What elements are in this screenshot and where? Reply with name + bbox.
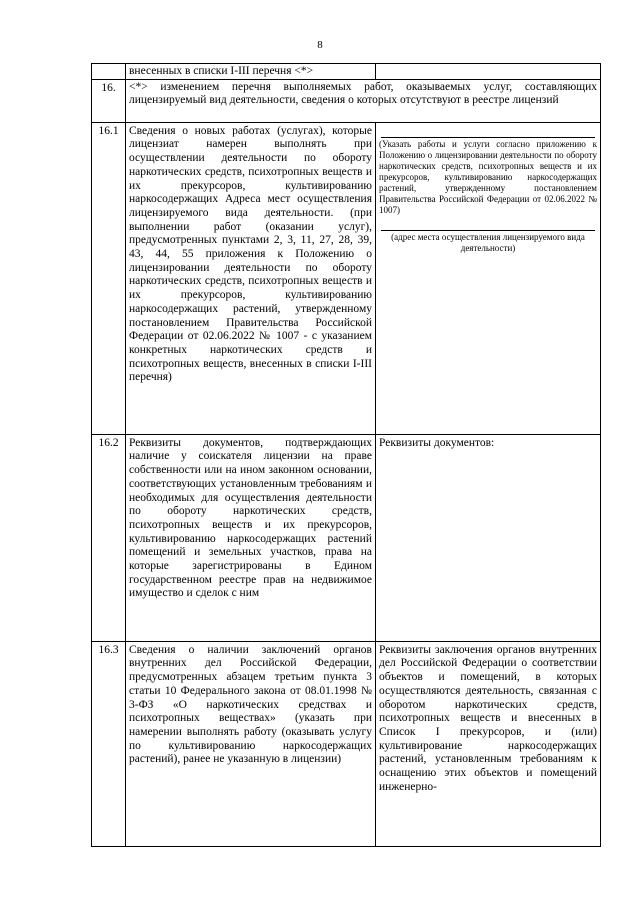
row-16-1-left-text: Сведения о новых работах (услугах), которые лицензиат намерен выполнять при осуществлении деятельности по обороту наркотических средств, психотропных веществ и их прекурсоров, культивированию наркосодержащих Адреса мест осуществления лицензируемого вида деятельности. (при выполнении работ (оказании услуг), предусмотренных пунктами 2, 3, 11, 27, 28, 39, 43, 44, 55 приложения к Положению о лицензировании деятельности по обороту наркотических средств, психотропных веществ и их прекурсоров, культивированию наркосодержащих растений, утвержденному постановлением Правительства Российской Федерации от 02.06.2022 № 1007 - с указанием конкретных наркотических средств и психотропных веществ, внесенных в списки I-III перечня) xyxy=(129,124,372,384)
continuation-empty-cell xyxy=(376,64,601,80)
table-row-16-2 xyxy=(92,434,601,641)
row-16-2-right-cell xyxy=(376,434,601,641)
row-16-content xyxy=(126,79,601,122)
table-row-continuation xyxy=(92,64,601,80)
row-16-3-right-text: Реквизиты заключения органов внутренних дел Российской Федерации о соответствии объектов и помещений, в которых осуществляются деятельность, связанная с оборотом наркотических средств, психотропных веществ и внесенных в Список I прекурсоров, и (или) культивирование наркосодержащих растений, установленным требованиям к оснащению этих объектов и помещений инженерно- xyxy=(379,643,597,793)
row-16-text: <*> изменением перечня выполняемых работ, оказываемых услуг, составляющих лицензируемый вид деятельности, сведения о которых отсутствуют в реестре лицензий xyxy=(129,80,597,107)
page-number: 8 xyxy=(317,39,323,51)
row-16-2-left-text: Реквизиты документов, подтверждающих наличие у соискателя лицензии на праве собственности или на ином законном основании, соответствующих установленным требованиям и необходимых для осуществления деятельности по обороту наркотических средств, психотропных веществ и их прекурсоров, культивированию наркосодержащих растений помещений и земельных участков, права на которые зарегистрированы в Едином государственном реестре прав на недвижимое имущество и сделок с ним xyxy=(129,436,372,600)
row-16-3-left-text: Сведения о наличии заключений органов внутренних дел Российской Федерации, предусмотренных абзацем третьим пункта 3 статьи 10 Федерального закона от 08.01.1998 № 3-ФЗ «О наркотических средствах и психотропных веществах» (указать при намерении выполнять работу (оказывать услугу по культивированию наркосодержащих растений), ранее не указанную в лицензии) xyxy=(129,643,372,766)
row-16-3-left-cell xyxy=(126,641,376,846)
row-16-2-left-cell xyxy=(126,434,376,641)
continuation-cell xyxy=(126,64,376,80)
table-row-16-3 xyxy=(92,641,601,846)
row-16-1-right-cell xyxy=(376,122,601,434)
row-number-empty xyxy=(92,64,126,80)
row-16-1-address-caption: (адрес места осуществления лицензируемого вида деятельности) xyxy=(391,232,585,254)
row-16-2-right-text: Реквизиты документов: xyxy=(379,436,495,449)
table-row-16 xyxy=(92,79,601,122)
fill-in-line xyxy=(381,230,595,231)
row-number: 16.1 xyxy=(92,122,126,434)
row-number: 16.2 xyxy=(92,434,126,641)
row-16-1-instruction: (Указать работы и услуги согласно приложению к Положению о лицензировании деятельности по обороту наркотических средств, психотропных веществ и их прекурсоров, культивированию наркосодержащих растений, утвержденному постановлением Правительства Российской Федерации от 02.06.2022 № 1007) xyxy=(379,138,597,216)
row-16-1-left-cell xyxy=(126,122,376,434)
fill-in-line xyxy=(381,137,595,138)
row-number: 16.3 xyxy=(92,641,126,846)
table-row-16-1 xyxy=(92,122,601,434)
license-info-table xyxy=(91,63,601,847)
row-16-3-right-cell xyxy=(376,641,601,846)
row-number: 16. xyxy=(92,79,126,122)
continuation-text: внесенных в списки I-III перечня <*> xyxy=(129,65,314,77)
